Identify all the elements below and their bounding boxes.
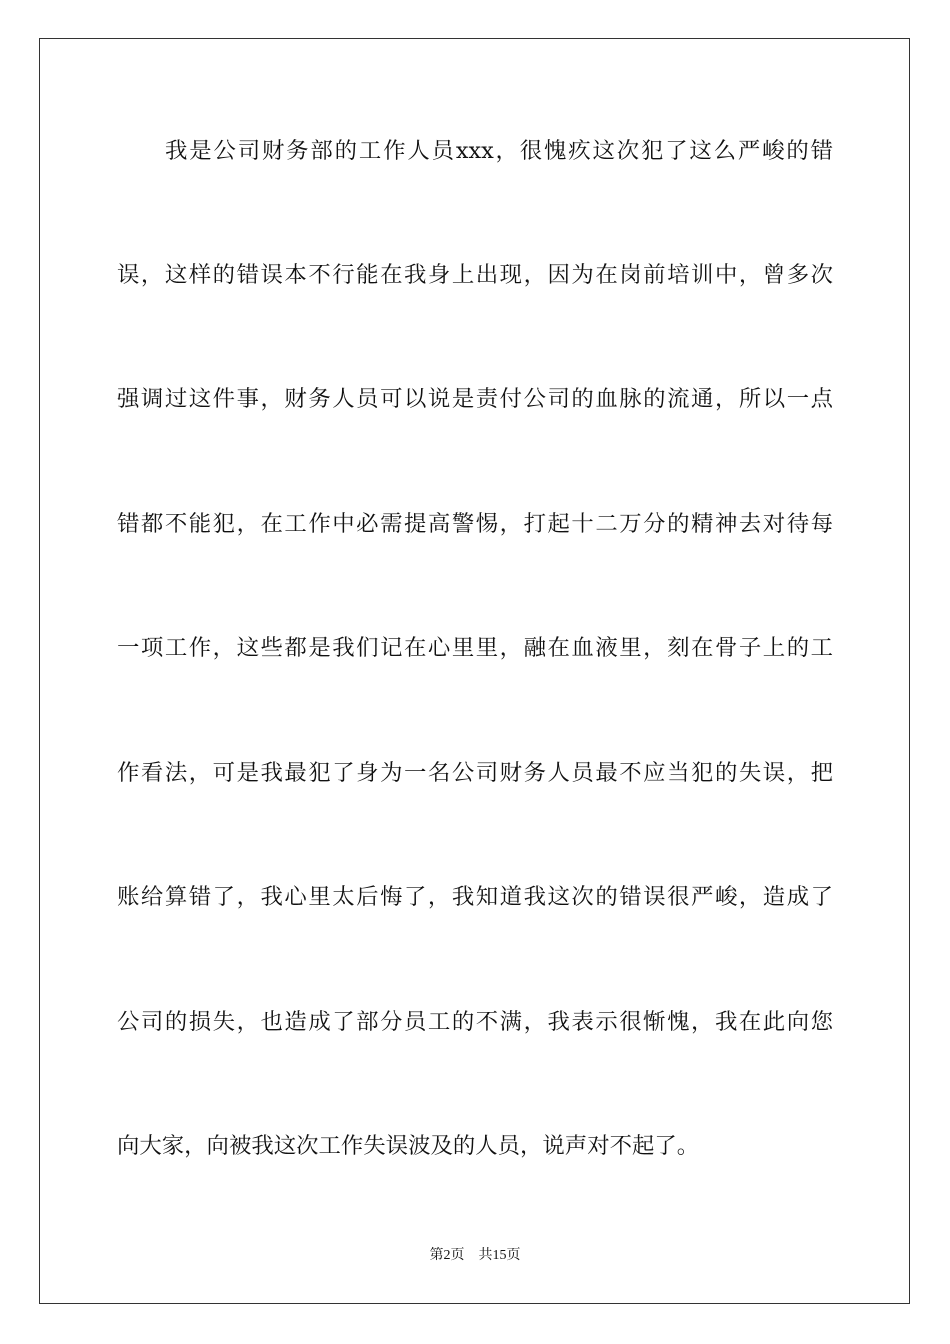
text-line-2: 误，这样的错误本不行能在我身上出现，因为在岗前培训中，曾多次 (117, 262, 833, 288)
page-number: 第2页 (429, 1248, 465, 1263)
page-total: 共15页 (478, 1248, 521, 1263)
page-border (39, 38, 910, 1304)
text-line-1: 我是公司财务部的工作人员xxx，很愧疚这次犯了这么严峻的错 (165, 138, 833, 164)
text-line-9: 向大家，向被我这次工作失误波及的人员，说声对不起了。 (117, 1133, 700, 1159)
text-line-8: 公司的损失，也造成了部分员工的不满，我表示很惭愧，我在此向您 (117, 1009, 833, 1035)
text-line-3: 强调过这件事，财务人员可以说是责付公司的血脉的流通，所以一点 (117, 386, 833, 412)
text-line-4: 错都不能犯，在工作中必需提高警惕，打起十二万分的精神去对待每 (117, 511, 833, 537)
text-line-7: 账给算错了，我心里太后悔了，我知道我这次的错误很严峻，造成了 (117, 884, 833, 910)
text-line-5: 一项工作，这些都是我们记在心里里，融在血液里，刻在骨子上的工 (117, 635, 833, 661)
text-line-6: 作看法，可是我最犯了身为一名公司财务人员最不应当犯的失误，把 (117, 760, 833, 786)
page-footer (0, 1247, 950, 1265)
